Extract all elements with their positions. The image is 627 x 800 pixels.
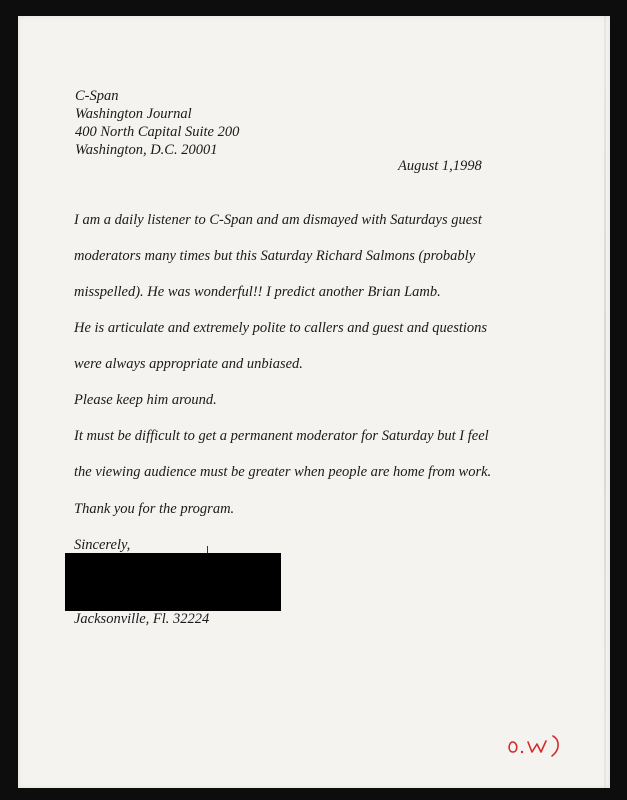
- handwritten-annotation: [506, 730, 566, 758]
- body-line: moderators many times but this Saturday Richard Salmons (probably: [74, 248, 476, 264]
- recipient-line-4: Washington, D.C. 20001: [75, 142, 218, 158]
- recipient-line-3: 400 North Capital Suite 200: [75, 124, 240, 140]
- body-line: I am a daily listener to C-Span and am dismayed with Saturdays guest: [74, 212, 482, 228]
- letter-page: [18, 16, 610, 788]
- recipient-line-2: Washington Journal: [75, 106, 192, 122]
- body-line: He is articulate and extremely polite to callers and guest and questions: [74, 320, 488, 336]
- body-line: misspelled). He was wonderful!! I predict another Brian Lamb.: [74, 284, 441, 300]
- body-line: were always appropriate and unbiased.: [74, 356, 303, 372]
- letter-closing: Sincerely,: [74, 537, 131, 553]
- letter-date: August 1,1998: [398, 158, 482, 174]
- body-line: Please keep him around.: [74, 392, 217, 408]
- redacted-signature-block: [65, 553, 281, 611]
- body-line: Thank you for the program.: [74, 501, 235, 517]
- body-line: It must be difficult to get a permanent moderator for Saturday but I feel: [74, 428, 489, 444]
- body-line: the viewing audience must be greater when people are home from work.: [74, 464, 492, 480]
- pen-mark: [207, 546, 208, 553]
- sender-location: Jacksonville, Fl. 32224: [74, 611, 210, 627]
- recipient-line-1: C-Span: [75, 88, 119, 104]
